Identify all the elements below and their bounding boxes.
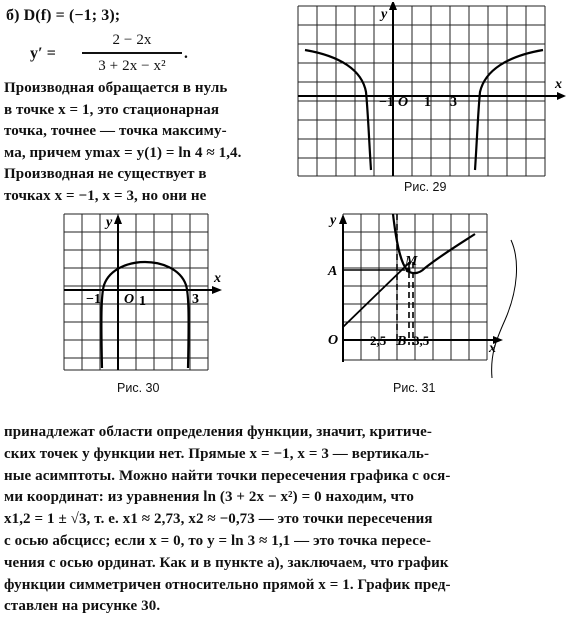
graph-curve — [101, 262, 188, 368]
text-line: x1,2 = 1 ± √3, т. е. x1 ≈ 2,73, x2 ≈ −0,73 — это точки пересечения — [4, 511, 433, 528]
y-label: y — [381, 7, 388, 22]
tick-3-5: 3,5 — [413, 333, 430, 348]
tick-2-5: 2,5 — [370, 333, 387, 348]
text-line: Производная обращается в нуль — [4, 80, 228, 96]
y-label: y — [106, 215, 113, 230]
asymptote-line — [343, 262, 410, 327]
tick-one: 1 — [139, 294, 146, 309]
b-label: B — [397, 334, 407, 349]
derivative-lhs: y′ = — [30, 45, 57, 62]
graph-right-branch — [475, 50, 543, 170]
text-line: ные асимптоты. Можно найти точки пересечения графика с ося- — [4, 467, 451, 484]
text-line: функции симметричен относительно прямой x = 1. График пред- — [4, 576, 451, 593]
origin-label: O — [328, 333, 339, 348]
text-line: точка, точнее — точка максиму- — [4, 123, 227, 139]
tick-minus-one: −1 — [379, 95, 394, 110]
text-line: чения с осью ординат. Как и в пункте а), заключаем, что график — [4, 554, 449, 571]
tick-one: 1 — [424, 95, 431, 110]
x-label: x — [555, 77, 562, 92]
a-label: A — [328, 264, 338, 279]
tick-three: 3 — [450, 95, 457, 110]
grid — [298, 6, 545, 176]
text-line: Производная не существует в — [4, 166, 207, 182]
caption-fig29: Рис. 29 — [404, 180, 447, 194]
text-line: с осью абсцисс; если x = 0, то y = ln 3 ≈ 1,1 — это точка пересе- — [4, 532, 432, 549]
text-line: ми координат: из уравнения ln (3 + 2x − x²) = 0 находим, что — [4, 489, 414, 506]
pencil-mark — [492, 240, 517, 378]
axes — [298, 8, 557, 176]
text-line: ма, причем ymax = y(1) = ln 4 ≈ 1,4. — [4, 144, 242, 161]
origin-label: O — [398, 95, 409, 110]
derivative-fraction — [82, 30, 182, 76]
text-line: в точке x = 1, это стационарная — [4, 101, 220, 118]
figure-29 — [296, 2, 572, 202]
text-line: ских точек у функции нет. Прямые x = −1, x = 3 — вертикаль- — [4, 445, 430, 462]
x-label: x — [214, 271, 221, 286]
fraction-bar — [82, 52, 182, 54]
derivative-period: . — [184, 45, 188, 62]
x-label: x — [489, 341, 496, 356]
domain-line: б) D(f) = (−1; 3); — [6, 7, 121, 24]
y-arrow-icon — [114, 214, 122, 224]
graph-left-branch — [305, 50, 371, 170]
y-arrow-icon — [339, 214, 347, 224]
caption-fig31: Рис. 31 — [393, 381, 436, 395]
x-arrow-icon — [212, 286, 222, 294]
tick-minus-one: −1 — [86, 292, 101, 307]
derivative-denominator: 3 + 2x − x² — [98, 57, 166, 74]
text-line: ставлен на рисунке 30. — [4, 598, 161, 615]
caption-fig30: Рис. 30 — [117, 381, 160, 395]
tick-three: 3 — [192, 292, 199, 307]
text-line: принадлежат области определения функции, значит, критиче- — [4, 424, 432, 440]
bottom-paragraph — [4, 422, 451, 618]
part-b-paragraph — [4, 78, 242, 207]
m-label: M — [405, 254, 418, 269]
figure-30 — [58, 208, 243, 378]
y-label: y — [330, 213, 337, 228]
x-arrow-icon — [557, 92, 566, 100]
origin-label: O — [124, 292, 135, 307]
text-line: точках x = −1, x = 3, но они не — [4, 187, 207, 204]
derivative-numerator: 2 − 2x — [112, 32, 152, 48]
figure-31 — [290, 208, 550, 380]
